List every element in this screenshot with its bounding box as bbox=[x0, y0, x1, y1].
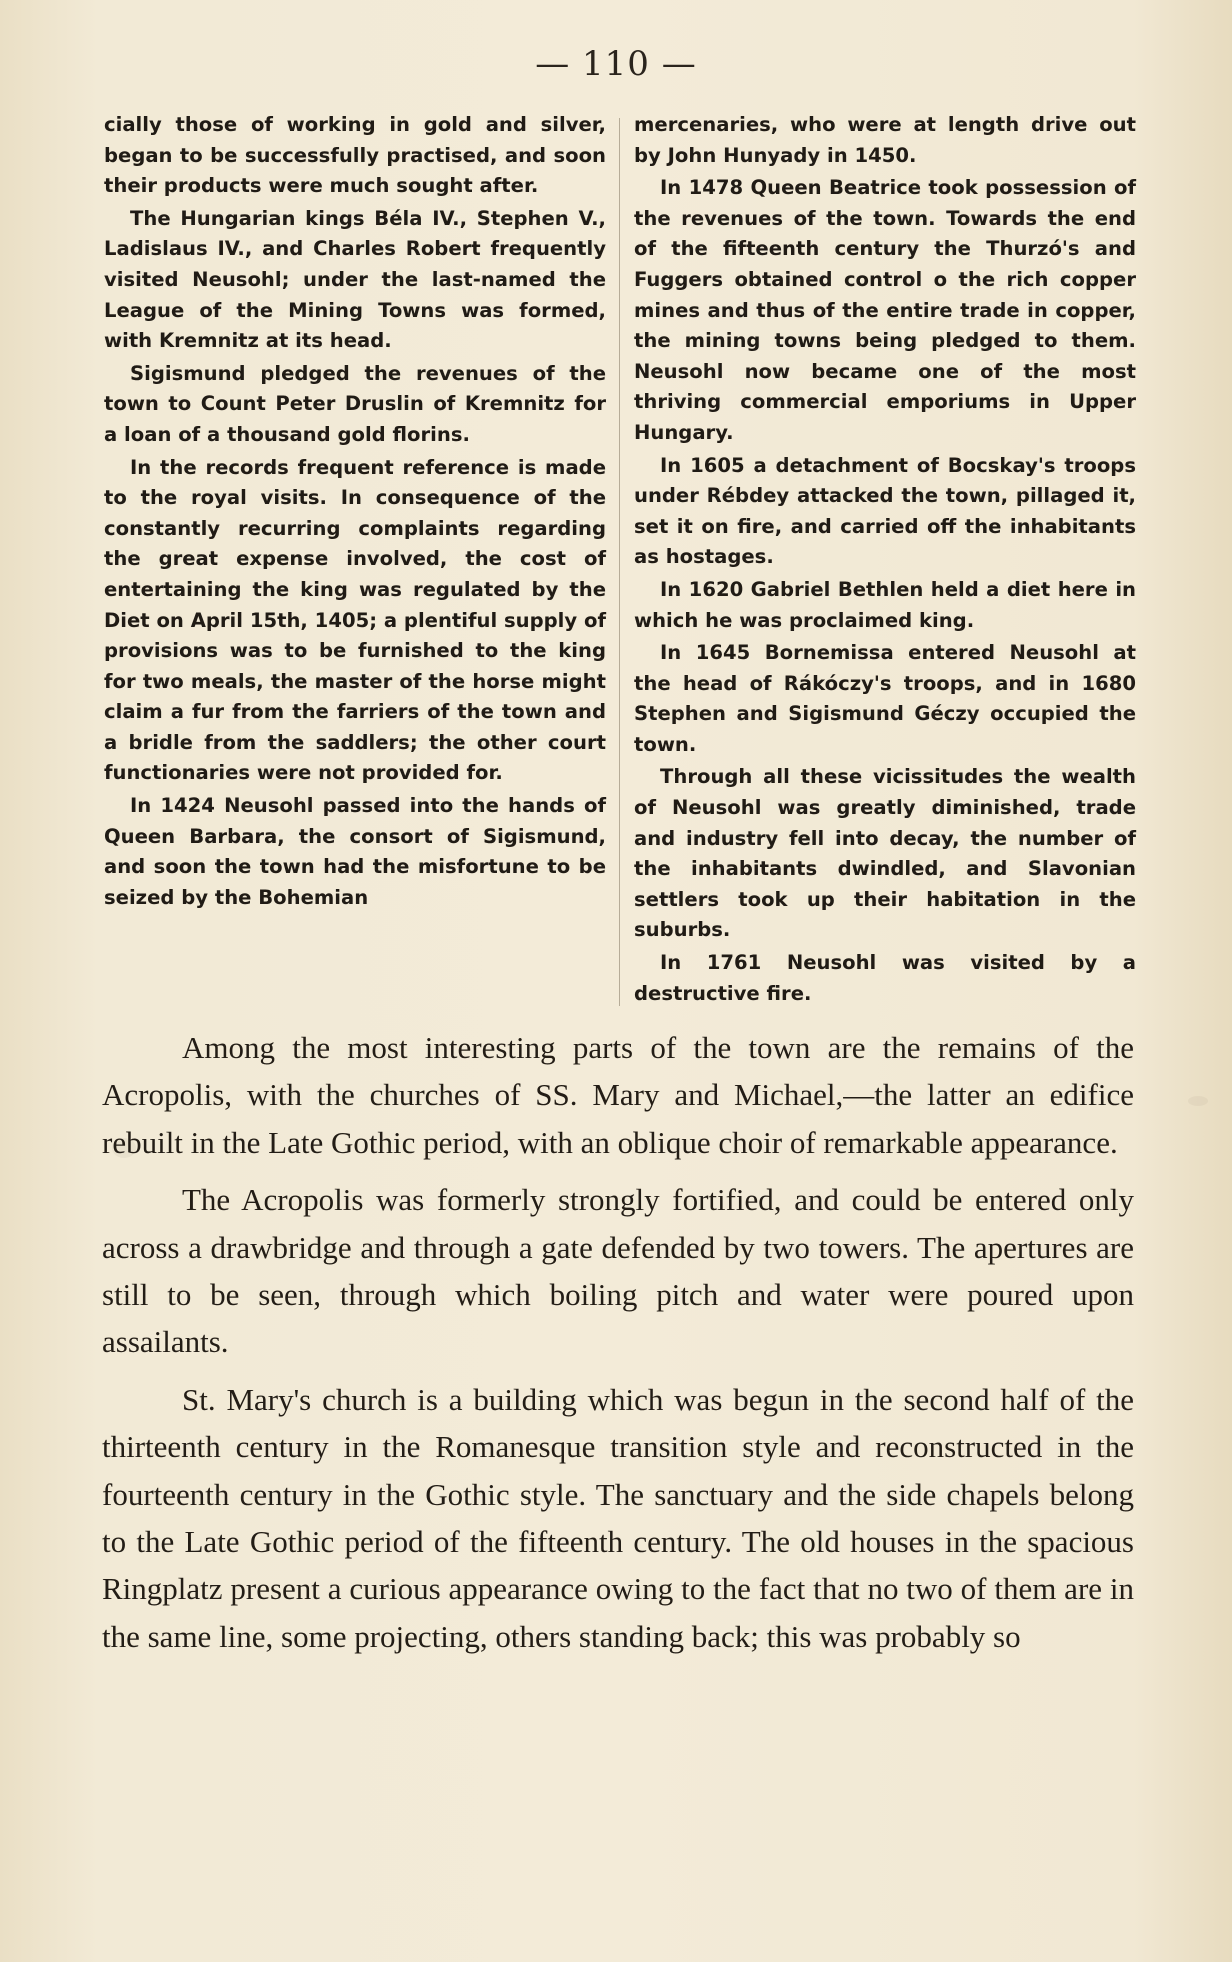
right-paragraph-4: In 1620 Gabriel Bethlen held a diet here in which he was proclaimed king. bbox=[634, 577, 1136, 632]
main-paragraph-2: The Acropolis was formerly strongly fortified, and could be entered only across a drawbridge and through a gate defended by two towers. The apertures are still to be seen, through which boiling pitch and water were poured upon assailants. bbox=[102, 1182, 1134, 1360]
left-paragraph-3: Sigismund pledged the revenues of the town to Count Peter Druslin of Kremnitz for a loan of a thousand gold florins. bbox=[104, 361, 606, 446]
left-paragraph-4: In the records frequent reference is made to the royal visits. In consequence of the constantly recurring complaints regarding the great expense involved, the cost of entertaining the king was regulated by the Diet on April 15th, 1405; a plentiful supply of provisions was to be furnished to the king for two meals, the master of the horse might claim a fur from the farriers of the town and a bridle from the saddlers; the other court functionaries were not provided for. bbox=[104, 455, 606, 785]
right-paragraph-6: Through all these vicissitudes the wealth of Neusohl was greatly diminished, trade and industry fell into decay, the number of the inhabitants dwindled, and Slavonian settlers took up their habitation in the suburbs. bbox=[634, 765, 1136, 942]
paper-spot bbox=[1188, 1096, 1208, 1106]
right-paragraph-1: mercenaries, who were at length drive out by John Hunyady in 1450. bbox=[634, 113, 1136, 167]
main-paragraph-3: St. Mary's church is a building which was begun in the second half of the thirteenth century in the Romanesque transition style and reconstructed in the fourteenth century in the Gothic style. The sanctuary and the side chapels belong to the Late Gothic period of the fifteenth century. The old houses in the spacious Ringplatz present a curious appearance owing to the fact that no two of them are in the same line, some projecting, others standing back; this was probably so bbox=[102, 1381, 1134, 1654]
right-paragraph-3: In 1605 a detachment of Bocskay's troops under Rébdey attacked the town, pillaged it, set it on fire, and carried off the inhabitants as hostages. bbox=[634, 453, 1136, 569]
right-paragraph-2: In 1478 Queen Beatrice took possession of the revenues of the town. Towards the end of the fifteenth century the Thurzó's and Fuggers obtained control o the rich copper mines and thus of the entire trade in copper, the mining towns being pledged to them. Neusohl now became one of the most thriving commercial emporiums in Upper Hungary. bbox=[634, 176, 1136, 444]
left-paragraph-2: The Hungarian kings Béla IV., Stephen V., Ladislaus IV., and Charles Robert frequently visited Neusohl; under the last-named the League of the Mining Towns was formed, with Kremnitz at its head. bbox=[104, 206, 606, 353]
right-paragraph-5: In 1645 Bornemissa entered Neusohl at the head of Rákóczy's troops, and in 1680 Stephen and Sigismund Géczy occupied the town. bbox=[634, 641, 1136, 756]
page-number: — 110 — bbox=[535, 44, 697, 84]
left-paragraph-5: In 1424 Neusohl passed into the hands of Queen Barbara, the consort of Sigismund, and soon the town had the misfortune to be seized by the Bohemian bbox=[104, 794, 606, 909]
main-paragraph-1: Among the most interesting parts of the town are the remains of the Acropolis, with the churches of SS. Mary and Michael,—the latter an edifice rebuilt in the Late Gothic period, with an oblique choir of remarkable appearance. bbox=[102, 1030, 1134, 1160]
left-paragraph-1: cially those of working in gold and silver, began to be successfully practised, and soon their products were much sought after. bbox=[104, 113, 606, 198]
column-divider bbox=[619, 118, 620, 1006]
right-paragraph-7: In 1761 Neusohl was visited by a destructive fire. bbox=[634, 951, 1136, 1005]
main-text bbox=[102, 1024, 1134, 1660]
right-column bbox=[634, 110, 1136, 1009]
left-column bbox=[104, 110, 606, 913]
two-column-text bbox=[104, 110, 1134, 1010]
